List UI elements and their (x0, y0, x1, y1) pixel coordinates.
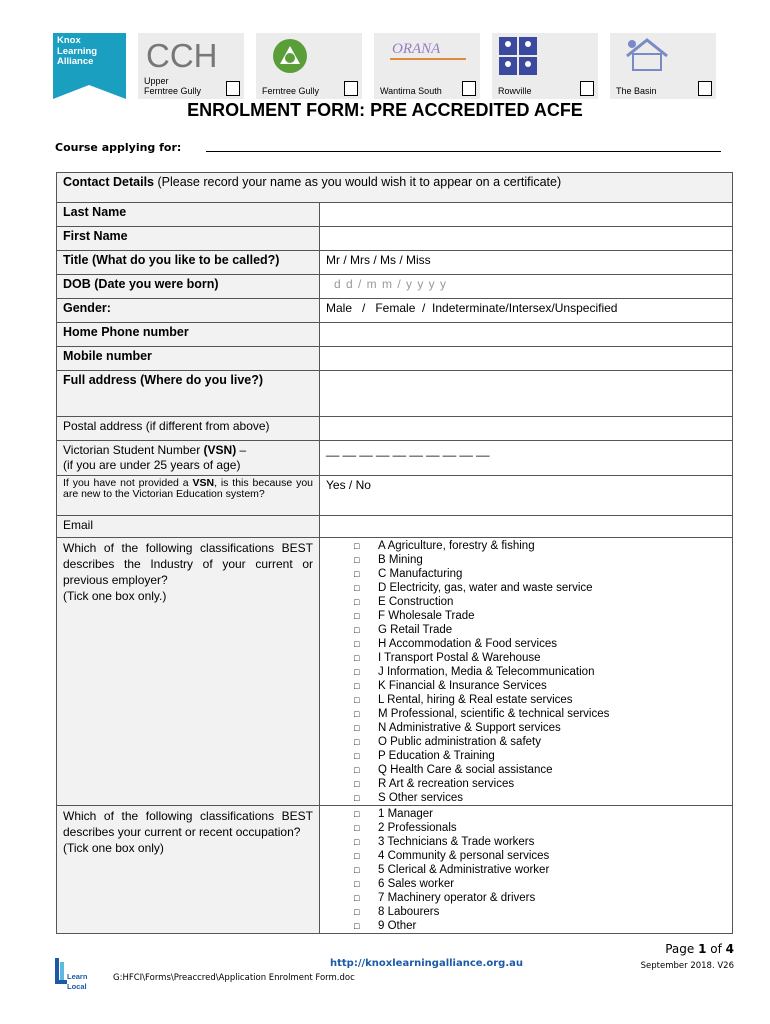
industry-option-label: Q Health Care & social assistance (378, 764, 553, 776)
knox-learning-alliance-logo (53, 33, 126, 99)
industry-option-label: S Other services (378, 792, 463, 804)
occupation-option[interactable] (354, 919, 726, 933)
page-title: ENROLMENT FORM: PRE ACCREDITED ACFE (187, 100, 583, 120)
checkbox-icon[interactable]: □ (354, 865, 360, 875)
learn-local-line: Local (67, 982, 87, 991)
no-vsn-field[interactable]: Yes / No (320, 476, 733, 516)
checkbox-icon[interactable]: □ (354, 823, 360, 833)
course-label: Course applying for: (55, 141, 182, 154)
home-phone-label: Home Phone number (57, 323, 320, 347)
industry-option-label: I Transport Postal & Warehouse (378, 652, 541, 664)
industry-option-label: N Administrative & Support services (378, 722, 561, 734)
checkbox-icon[interactable]: □ (354, 569, 360, 579)
industry-option[interactable] (354, 553, 726, 567)
learn-local-logo (55, 958, 105, 992)
title-field[interactable]: Mr / Mrs / Ms / Miss (320, 251, 733, 275)
dob-label: DOB (Date you were born) (57, 275, 320, 299)
occupation-option-label: 3 Technicians & Trade workers (378, 836, 535, 848)
first-name-label: First Name (57, 227, 320, 251)
cch-logo (146, 37, 216, 76)
checkbox-icon[interactable]: □ (354, 541, 360, 551)
postal-address-field[interactable] (320, 417, 733, 441)
occupation-option[interactable] (354, 877, 726, 891)
industry-question-text: Which of the following classifications BEST describes the Industry of your current or previous employer? (63, 541, 313, 587)
partner-upper-ferntree-gully (138, 33, 244, 99)
knox-logo-line: Alliance (57, 56, 94, 67)
checkbox-icon[interactable]: □ (354, 737, 360, 747)
occupation-options (320, 806, 733, 934)
orana-logo (388, 37, 468, 72)
industry-option-label: C Manufacturing (378, 568, 463, 580)
occupation-option[interactable] (354, 891, 726, 905)
last-name-field[interactable] (320, 203, 733, 227)
industry-option-label: P Education & Training (378, 750, 495, 762)
industry-option-label: D Electricity, gas, water and waste service (378, 582, 593, 594)
mobile-field[interactable] (320, 347, 733, 371)
checkbox-icon[interactable]: □ (354, 583, 360, 593)
checkbox-icon[interactable]: □ (354, 751, 360, 761)
checkbox-icon[interactable]: □ (354, 625, 360, 635)
industry-option[interactable] (354, 651, 726, 665)
cch-logo-text: CCH (146, 37, 216, 71)
first-name-field[interactable] (320, 227, 733, 251)
industry-option-label: K Financial & Insurance Services (378, 680, 547, 692)
footer-file-path: G:HFCI\Forms\Preaccred\Application Enrolment Form.doc (113, 973, 355, 983)
course-input-line[interactable] (206, 151, 721, 152)
learn-local-line: Learn (67, 972, 88, 981)
dob-field[interactable] (320, 275, 733, 299)
knox-logo-line: Knox (57, 35, 81, 46)
industry-option[interactable] (354, 735, 726, 749)
partner-wantirna-south (374, 33, 480, 99)
industry-option[interactable] (354, 539, 726, 553)
industry-option-label: F Wholesale Trade (378, 610, 475, 622)
checkbox-icon[interactable]: □ (354, 809, 360, 819)
occupation-option-label: 6 Sales worker (378, 878, 455, 890)
industry-option-label: H Accommodation & Food services (378, 638, 557, 650)
industry-question (57, 538, 320, 806)
industry-options (320, 538, 733, 806)
checkbox-icon[interactable]: □ (354, 765, 360, 775)
industry-option-list (354, 539, 726, 805)
header-logos (53, 33, 735, 99)
checkbox-icon[interactable]: □ (354, 695, 360, 705)
occupation-option[interactable] (354, 807, 726, 821)
email-field[interactable] (320, 516, 733, 538)
vsn-label: Victorian Student Number (VSN) – (if you are under 25 years of age) (57, 441, 320, 476)
tree-logo-icon (270, 36, 310, 81)
checkbox-icon[interactable]: □ (354, 837, 360, 847)
occupation-tick-note: (Tick one box only) (63, 841, 164, 855)
partner-ferntree-gully (256, 33, 362, 99)
industry-option-label: O Public administration & safety (378, 736, 541, 748)
checkbox-icon[interactable]: □ (354, 879, 360, 889)
industry-option[interactable] (354, 609, 726, 623)
industry-option-label: G Retail Trade (378, 624, 453, 636)
industry-option[interactable] (354, 623, 726, 637)
industry-option[interactable] (354, 707, 726, 721)
rowville-logo-icon (498, 36, 538, 81)
partner-name: Rowville (498, 86, 532, 96)
checkbox-icon[interactable]: □ (354, 653, 360, 663)
partner-checkbox-rowville[interactable] (580, 81, 594, 96)
checkbox-icon[interactable]: □ (354, 681, 360, 691)
industry-option[interactable] (354, 763, 726, 777)
partner-name: Ferntree Gully (262, 86, 320, 96)
house-logo-icon (624, 36, 670, 79)
dob-placeholder: d d / m m / y y y y (334, 277, 448, 291)
occupation-question (57, 806, 320, 934)
industry-option[interactable] (354, 665, 726, 679)
industry-tick-note: (Tick one box only.) (63, 589, 167, 603)
contact-details-table (56, 172, 733, 934)
knox-logo-line: Learning (57, 45, 98, 57)
industry-option-label: J Information, Media & Telecommunication (378, 666, 595, 678)
occupation-option[interactable] (354, 821, 726, 835)
occupation-option[interactable] (354, 863, 726, 877)
checkbox-icon[interactable]: □ (354, 611, 360, 621)
occupation-option-label: 4 Community & personal services (378, 850, 550, 862)
checkbox-icon[interactable]: □ (354, 639, 360, 649)
vsn-field[interactable]: __ __ __ __ __ __ __ __ __ __ (320, 441, 733, 476)
occupation-option-label: 1 Manager (378, 808, 433, 820)
checkbox-icon[interactable]: □ (354, 921, 360, 931)
orana-logo-text: ORANA (392, 41, 441, 57)
postal-address-label: Postal address (if different from above) (57, 417, 320, 441)
checkbox-icon[interactable]: □ (354, 907, 360, 917)
industry-option-label: A Agriculture, forestry & fishing (378, 540, 535, 552)
address-field[interactable] (320, 371, 733, 417)
occupation-option-label: 9 Other (378, 920, 417, 932)
partner-name: Wantirna South (380, 86, 442, 96)
home-phone-field[interactable] (320, 323, 733, 347)
last-name-label: Last Name (57, 203, 320, 227)
page-number: Page 1 of 4 (665, 942, 734, 956)
checkbox-icon[interactable]: □ (354, 723, 360, 733)
industry-option-label: R Art & recreation services (378, 778, 515, 790)
occupation-option-label: 2 Professionals (378, 822, 457, 834)
checkbox-icon[interactable]: □ (354, 597, 360, 607)
industry-option[interactable] (354, 777, 726, 791)
no-vsn-label: If you have not provided a VSN, is this because you are new to the Victorian Education system? (57, 476, 320, 516)
occupation-option[interactable] (354, 849, 726, 863)
industry-option-label: E Construction (378, 596, 454, 608)
partner-rowville (492, 33, 598, 99)
partner-checkbox-the-basin[interactable] (698, 81, 712, 96)
checkbox-icon[interactable]: □ (354, 667, 360, 677)
industry-option-label: L Rental, hiring & Real estate services (378, 694, 573, 706)
title-label: Title (What do you like to be called?) (57, 251, 320, 275)
footer-url-link[interactable]: http://knoxlearningalliance.org.au (330, 958, 523, 969)
checkbox-icon[interactable]: □ (354, 555, 360, 565)
address-label: Full address (Where do you live?) (57, 371, 320, 417)
checkbox-icon[interactable]: □ (354, 893, 360, 903)
checkbox-icon[interactable]: □ (354, 709, 360, 719)
industry-option[interactable] (354, 567, 726, 581)
occupation-option-label: 7 Machinery operator & drivers (378, 892, 536, 904)
partner-name: The Basin (616, 86, 657, 96)
industry-option[interactable] (354, 595, 726, 609)
occupation-option[interactable] (354, 905, 726, 919)
partner-checkbox-ferntree-gully[interactable] (344, 81, 358, 96)
contact-details-header: Contact Details (Please record your name as you would wish it to appear on a certificate) (57, 173, 733, 203)
partner-name: Upper (144, 76, 169, 86)
industry-option[interactable] (354, 679, 726, 693)
industry-option[interactable] (354, 791, 726, 805)
occupation-option[interactable] (354, 835, 726, 849)
industry-option[interactable] (354, 749, 726, 763)
partner-the-basin (610, 33, 716, 99)
industry-option[interactable] (354, 721, 726, 735)
occupation-option-label: 5 Clerical & Administrative worker (378, 864, 550, 876)
occupation-option-label: 8 Labourers (378, 906, 440, 918)
industry-option[interactable] (354, 693, 726, 707)
partner-name: Ferntree Gully (144, 86, 202, 96)
checkbox-icon[interactable]: □ (354, 851, 360, 861)
checkbox-icon[interactable]: □ (354, 779, 360, 789)
partner-checkbox-wantirna-south[interactable] (462, 81, 476, 96)
industry-option[interactable] (354, 581, 726, 595)
industry-option[interactable] (354, 637, 726, 651)
industry-option-label: M Professional, scientific & technical services (378, 708, 610, 720)
email-label: Email (57, 516, 320, 538)
gender-label: Gender: (57, 299, 320, 323)
partner-checkbox-upper-ferntree-gully[interactable] (226, 81, 240, 96)
checkbox-icon[interactable]: □ (354, 793, 360, 803)
gender-field[interactable]: Male / Female / Indeterminate/Intersex/Unspecified (320, 299, 733, 323)
footer-date: September 2018. V26 (640, 961, 734, 971)
mobile-label: Mobile number (57, 347, 320, 371)
industry-option-label: B Mining (378, 554, 423, 566)
occupation-question-text: Which of the following classifications BEST describes your current or recent occupation? (63, 809, 313, 839)
occupation-option-list (354, 807, 726, 933)
